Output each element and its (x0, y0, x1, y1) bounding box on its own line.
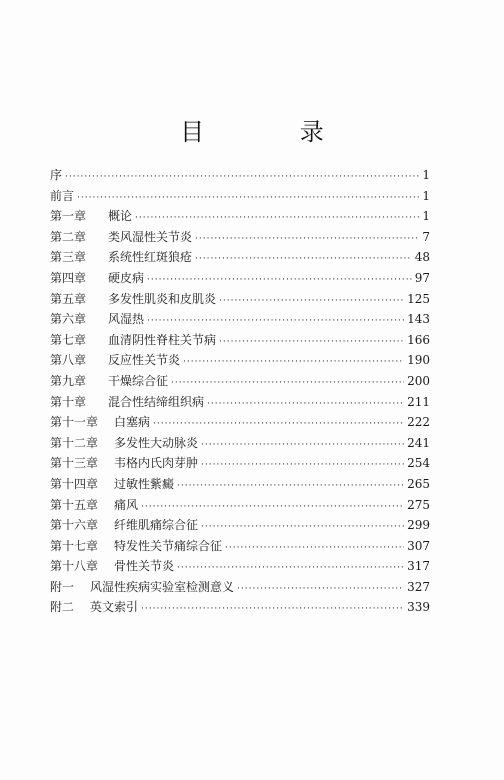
toc-entry-title: 韦格内氏肉芽肿 (114, 456, 199, 471)
toc-page-number: 339 (407, 600, 430, 615)
toc-entry-title: 序 (50, 168, 63, 182)
toc-chapter-label: 第九章 (50, 373, 87, 388)
toc-chapter-label: 第十四章 (50, 476, 99, 491)
toc-row (50, 474, 430, 495)
toc-page-number: 307 (407, 538, 430, 553)
toc-dot-leader (201, 517, 404, 538)
toc-dot-leader (141, 599, 404, 620)
toc-row (50, 227, 430, 248)
toc-chapter-label: 第十三章 (50, 456, 99, 471)
toc-chapter-label: 第六章 (50, 312, 87, 327)
toc-page-number: 7 (422, 229, 430, 244)
toc-chapter-label: 第十八章 (50, 559, 99, 574)
toc-dot-leader (77, 188, 419, 209)
toc-row (50, 371, 430, 392)
toc-row (50, 577, 430, 598)
toc-page-number: 1 (422, 168, 430, 182)
toc-page-number: 327 (407, 579, 430, 594)
toc-page-number: 200 (407, 373, 430, 388)
toc-page-number: 317 (407, 559, 430, 574)
toc-row (50, 186, 430, 207)
toc-entry-title: 多发性大动脉炎 (114, 435, 199, 450)
table-of-contents (50, 165, 430, 618)
toc-entry-title: 纤维肌痛综合征 (114, 518, 199, 533)
toc-row (50, 350, 430, 371)
toc-row (50, 268, 430, 289)
toc-row (50, 165, 430, 186)
toc-chapter-label: 第十七章 (50, 538, 99, 553)
toc-row (50, 495, 430, 516)
toc-row (50, 412, 430, 433)
toc-entry-title: 前言 (50, 188, 75, 203)
toc-chapter-label: 第十六章 (50, 518, 99, 533)
toc-page-number: 241 (407, 435, 430, 450)
toc-dot-leader (237, 579, 404, 600)
toc-dot-leader (153, 414, 404, 435)
toc-dot-leader (201, 435, 404, 456)
toc-entry-title: 风湿性疾病实验室检测意义 (90, 579, 235, 594)
toc-entry-title: 类风湿性关节炎 (108, 229, 193, 244)
toc-chapter-label: 第十二章 (50, 435, 99, 450)
toc-entry-title: 英文索引 (90, 600, 139, 615)
toc-chapter-label: 第十一章 (50, 415, 99, 430)
toc-entry-title: 混合性结缔组织病 (108, 394, 205, 409)
toc-dot-leader (219, 332, 404, 353)
toc-chapter-label: 第十章 (50, 394, 87, 409)
toc-entry-title: 干燥综合征 (108, 373, 169, 388)
toc-page-number: 166 (407, 332, 430, 347)
toc-entry-title: 骨性关节炎 (114, 559, 175, 574)
toc-page-number: 48 (414, 250, 430, 265)
toc-dot-leader (135, 208, 419, 229)
toc-page-number: 275 (407, 497, 430, 512)
toc-dot-leader (183, 352, 404, 373)
toc-dot-leader (195, 249, 412, 270)
toc-row (50, 330, 430, 351)
toc-page-number: 265 (407, 476, 430, 491)
toc-page-number: 1 (422, 188, 430, 203)
toc-page-number: 190 (407, 353, 430, 368)
toc-chapter-label: 附一 (50, 579, 75, 594)
toc-page-number: 125 (407, 291, 430, 306)
toc-chapter-label: 第八章 (50, 353, 87, 368)
toc-dot-leader (177, 558, 404, 579)
toc-page-number: 254 (407, 456, 430, 471)
toc-row (50, 247, 430, 268)
toc-entry-title: 多发性肌炎和皮肌炎 (108, 291, 217, 306)
toc-page-number: 211 (407, 394, 430, 409)
toc-row (50, 536, 430, 557)
toc-row (50, 206, 430, 227)
toc-dot-leader (201, 455, 404, 476)
toc-chapter-label: 第四章 (50, 270, 87, 285)
toc-page-number: 97 (414, 270, 430, 285)
toc-entry-title: 风湿热 (108, 312, 145, 327)
toc-chapter-label: 附二 (50, 600, 75, 615)
page-title: 目 录 (180, 118, 368, 146)
toc-row (50, 309, 430, 330)
toc-entry-title: 硬皮病 (108, 270, 145, 285)
toc-chapter-label: 第二章 (50, 229, 87, 244)
toc-dot-leader (219, 291, 404, 312)
toc-row (50, 392, 430, 413)
toc-entry-title: 白塞病 (114, 415, 151, 430)
toc-page-number: 1 (422, 209, 430, 224)
toc-dot-leader (195, 229, 419, 250)
toc-row (50, 433, 430, 454)
toc-row (50, 597, 430, 618)
toc-row (50, 289, 430, 310)
toc-dot-leader (147, 311, 404, 332)
toc-dot-leader (141, 497, 404, 518)
toc-dot-leader (177, 476, 404, 497)
toc-dot-leader (225, 538, 404, 559)
toc-entry-title: 概论 (108, 209, 133, 224)
toc-entry-title: 反应性关节炎 (108, 353, 181, 368)
toc-entry-title: 过敏性紫癜 (114, 476, 175, 491)
toc-page-number: 222 (407, 415, 430, 430)
toc-row (50, 556, 430, 577)
toc-entry-title: 特发性关节痛综合征 (114, 538, 223, 553)
toc-chapter-label: 第三章 (50, 250, 87, 265)
toc-dot-leader (171, 373, 404, 394)
toc-chapter-label: 第七章 (50, 332, 87, 347)
toc-chapter-label: 第十五章 (50, 497, 99, 512)
toc-page-number: 143 (407, 312, 430, 327)
toc-row (50, 453, 430, 474)
toc-dot-leader (207, 394, 404, 415)
toc-chapter-label: 第一章 (50, 209, 87, 224)
toc-row (50, 515, 430, 536)
toc-dot-leader (65, 167, 419, 188)
toc-entry-title: 系统性红斑狼疮 (108, 250, 193, 265)
toc-entry-title: 血清阴性脊柱关节病 (108, 332, 217, 347)
toc-entry-title: 痛风 (114, 497, 139, 512)
toc-chapter-label: 第五章 (50, 291, 87, 306)
toc-dot-leader (147, 270, 412, 291)
toc-page-number: 299 (407, 518, 430, 533)
